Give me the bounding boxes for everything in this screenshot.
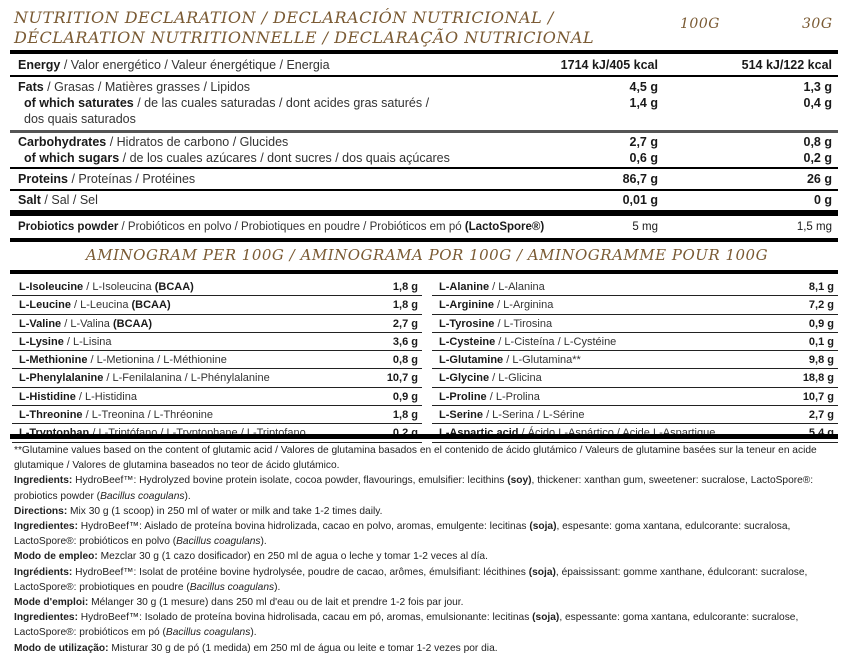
value-100g: 5 mg [632, 221, 658, 233]
amino-acid-name-en: L-Proline [439, 390, 487, 403]
value-100g: 2,7 g [629, 135, 658, 149]
divider-thick [10, 50, 838, 54]
value-100g: 1,4 g [629, 96, 658, 110]
amino-acid-value: 10,7 g [386, 372, 418, 385]
latin-name: Bacillus coagulans [176, 536, 261, 548]
amino-acid-name-translations: / L-Alanina [489, 281, 545, 293]
amino-acid-name [19, 353, 227, 367]
value-30g: 0,4 g [803, 96, 832, 110]
latin-name: Bacillus coagulans [189, 581, 275, 593]
label-bold: Proteins [18, 172, 69, 186]
label-bold: Salt [18, 193, 41, 207]
amino-acid-name-translations: / L-Serina / L-Sérine [483, 409, 585, 422]
text: Mix 30 g (1 scoop) in 250 ml of water or milk and take 1-2 times daily. [67, 505, 383, 517]
text: HydroBeef™: Isolado de proteína bovina hidrolisada, cacau em pó, aromas, emulsionante: lecitinas [77, 612, 533, 624]
ingredients-fr-label: Ingrédients: [14, 566, 73, 578]
amino-acid-name [439, 280, 545, 294]
label-translations: / Sal / Sel [40, 193, 98, 207]
value-30g: 0,2 g [803, 151, 832, 165]
divider [10, 189, 838, 191]
aminogram-row [432, 351, 838, 369]
amino-acid-tag: (BCAA) [131, 299, 171, 312]
text: HydroBeef™: Aislado de proteína bovina hidrolizada, cacao en polvo, aromas, emulgente: lecitinas [77, 521, 530, 533]
text: Mezclar 30 g (1 cazo dosificador) en 250 ml de agua o leche y tomar 1-2 veces al día. [97, 551, 488, 563]
aminogram-row [12, 388, 422, 406]
amino-acid-name [439, 298, 553, 312]
amino-acid-name [19, 317, 152, 331]
amino-acid-name-translations: / L-Prolina [486, 390, 540, 403]
allergen: (soy) [507, 475, 532, 487]
aminogram-right-column [432, 278, 838, 443]
amino-acid-name-en: L-Alanine [439, 281, 490, 293]
directions-pt-label: Modo de utilização: [14, 642, 109, 654]
aminogram-row [12, 351, 422, 369]
label-bold: Probiotics powder [18, 221, 119, 233]
directions-es [14, 549, 840, 564]
amino-acid-name-translations: / L-Arginina [494, 299, 554, 312]
aminogram-row [432, 406, 838, 424]
amino-acid-value: 18,8 g [802, 372, 834, 385]
amino-acid-name [19, 371, 270, 385]
value-30g: 26 g [806, 172, 832, 186]
label-bold: of which sugars [24, 151, 120, 165]
label-translations: / Valor energético / Valeur énergétique / Energia [60, 58, 330, 72]
value-100g: 0,6 g [629, 151, 658, 165]
divider-thick [10, 270, 838, 274]
amino-acid-value: 0,9 g [808, 317, 834, 330]
amino-acid-name-translations: / L-Lisina [63, 335, 112, 348]
value-30g: 0,8 g [803, 135, 832, 149]
amino-acid-tag: (BCAA) [112, 317, 153, 330]
amino-acid-name-en: L-Cysteine [439, 335, 496, 348]
latin-name: Bacillus coagulans [165, 627, 251, 639]
label-bold: of which saturates [24, 96, 134, 110]
text: , épaississant: gomme xanthane, édulcorant: sucralose, LactoSpore®: probiotiques en poudre ( [14, 566, 808, 593]
aminogram-title: AMINOGRAM PER 100G / AMINOGRAMA POR 100G / AMINOGRAMME POUR 100G [85, 246, 769, 264]
value-30g: 1,3 g [803, 80, 832, 94]
allergen: (soja) [529, 521, 557, 533]
title-line-1: NUTRITION DECLARATION / DECLARACIÓN NUTRICIONAL / [14, 8, 554, 27]
amino-acid-value: 0,1 g [808, 335, 834, 348]
amino-acid-name-en: L-Threonine [19, 409, 83, 422]
text: Misturar 30 g de pó (1 medida) em 250 ml de água ou leite e tomar 1-2 vezes por dia. [108, 642, 498, 654]
amino-acid-value: 0,8 g [392, 354, 418, 367]
ingredients-pt-label: Ingredientes: [14, 612, 78, 624]
amino-acid-name-en: L-Tyrosine [439, 317, 495, 330]
label-translations: / Probióticos en polvo / Probiotiques en poudre / Probióticos em pó [118, 221, 465, 233]
value-100g: 1714 kJ/405 kcal [560, 58, 658, 72]
label-translations-cont: dos quais saturados [24, 112, 136, 126]
amino-acid-name-translations: / L-Treonina / L-Thréonine [82, 409, 213, 422]
column-header-100g: 100G [680, 16, 720, 32]
amino-acid-value: 8,1 g [808, 281, 834, 293]
divider-thick [10, 238, 838, 242]
column-header-30g: 30G [802, 16, 833, 32]
amino-acid-name [19, 408, 213, 422]
amino-acid-name-translations: / L-Cisteína / L-Cystéine [495, 335, 617, 348]
divider-thick [10, 434, 838, 439]
value-100g: 0,01 g [622, 193, 658, 207]
directions-fr [14, 595, 840, 610]
amino-acid-name [439, 390, 540, 404]
ingredients-es-label: Ingredientes: [14, 521, 78, 533]
divider [10, 167, 838, 169]
aminogram-row [12, 315, 422, 333]
amino-acid-name-translations: / L-Glutamina** [503, 354, 581, 367]
amino-acid-name [439, 371, 542, 385]
value-30g: 514 kJ/122 kcal [741, 58, 832, 72]
amino-acid-value: 0,9 g [392, 390, 418, 403]
value-30g: 1,5 mg [796, 221, 832, 233]
text: ). [184, 490, 191, 502]
amino-acid-name-translations: / L-Valina [61, 317, 113, 330]
glutamine-footnote: **Glutamine values based on the content of glutamic acid / Valores de glutamina basados en el contenido de ácido glutámico / Valeurs de glutamine basées sur la teneur en acide glutamique / Valores de glutamina baseados no teor de ácido glutámico. [14, 445, 817, 472]
amino-acid-name-en: L-Valine [19, 317, 62, 330]
value-30g: 0 g [813, 193, 832, 207]
ingredients-fr [14, 565, 840, 595]
text: , thickener: xanthan gum, sweetener: sucralose, LactoSpore®: probiotics powder ( [14, 475, 814, 502]
aminogram-row [432, 315, 838, 333]
directions-pt [14, 641, 840, 656]
amino-acid-value: 9,8 g [808, 354, 834, 367]
value-100g: 86,7 g [622, 172, 658, 186]
label-translations: / Proteínas / Protéines [68, 172, 196, 186]
amino-acid-name [439, 408, 585, 422]
aminogram-row [432, 369, 838, 387]
aminogram-row [12, 296, 422, 314]
amino-acid-value: 1,8 g [392, 299, 418, 312]
aminogram-row [12, 333, 422, 351]
amino-acid-value: 1,8 g [392, 409, 418, 422]
amino-acid-name-en: L-Histidine [19, 390, 76, 403]
directions-es-label: Modo de empleo: [14, 551, 98, 563]
text: HydroBeef™: Hydrolyzed bovine protein isolate, cocoa powder, flavourings, emulsifier: lecithins [72, 475, 508, 487]
nutrition-header [10, 4, 840, 48]
label-brand: (LactoSpore®) [464, 221, 545, 233]
directions-fr-label: Mode d'emploi: [14, 597, 89, 609]
directions-en-label: Directions: [14, 505, 68, 517]
aminogram-left-column [12, 278, 422, 443]
amino-acid-name [439, 335, 616, 349]
title-line-2: DÉCLARATION NUTRITIONNELLE / DECLARAÇÃO NUTRICIONAL [14, 28, 595, 47]
amino-acid-value: 7,2 g [808, 299, 834, 312]
aminogram-row [12, 278, 422, 296]
text: , espessante: goma xantana, edulcorante: sucralose, LactoSpore®: probióticos em pó ( [14, 612, 799, 639]
amino-acid-name [439, 317, 552, 331]
divider-thick [10, 210, 838, 216]
amino-acid-name-translations: / L-Histidina [75, 390, 137, 403]
ingredients-notes [14, 443, 840, 656]
amino-acid-name [19, 298, 171, 312]
aminogram-row [432, 278, 838, 296]
ingredients-es [14, 519, 840, 549]
amino-acid-name-en: L-Phenylalanine [19, 372, 104, 385]
allergen: (soja) [528, 566, 556, 578]
amino-acid-name-translations: / L-Tirosina [494, 317, 553, 330]
amino-acid-name-en: L-Glutamine [439, 354, 504, 367]
divider [10, 75, 838, 77]
amino-acid-name-en: L-Leucine [19, 299, 71, 312]
directions-en [14, 504, 840, 519]
text: ). [250, 627, 257, 639]
amino-acid-tag: (BCAA) [154, 281, 194, 293]
label-translations: / Grasas / Matières grasses / Lipidos [43, 80, 251, 94]
amino-acid-name-en: L-Methionine [19, 354, 88, 367]
label-bold: Energy [18, 58, 61, 72]
amino-acid-name [439, 353, 581, 367]
aminogram-row [432, 388, 838, 406]
amino-acid-value: 10,7 g [802, 390, 834, 403]
divider [10, 130, 838, 133]
amino-acid-name [19, 390, 137, 404]
amino-acid-value: 1,8 g [392, 281, 418, 293]
amino-acid-name-translations: / L-Isoleucina [83, 281, 155, 293]
ingredients-en-label: Ingredients: [14, 475, 73, 487]
amino-acid-name-en: L-Glycine [439, 372, 490, 385]
text: ). [260, 536, 267, 548]
amino-acid-name [19, 335, 112, 349]
value-100g: 4,5 g [629, 80, 658, 94]
ingredients-pt [14, 610, 840, 640]
text: ). [274, 581, 281, 593]
amino-acid-name-translations: / L-Metionina / L-Méthionine [87, 354, 227, 367]
label-translations: / de los cuales azúcares / dont sucres / dos quais açúcares [119, 151, 450, 165]
text: HydroBeef™: Isolat de protéine bovine hydrolysée, poudre de cacao, arômes, émulsifiant: lécithines [72, 566, 529, 578]
aminogram-row [432, 333, 838, 351]
text: , espesante: goma xantana, edulcorante: sucralosa, LactoSpore®: probióticos en polvo ( [14, 521, 791, 548]
amino-acid-name [19, 280, 194, 294]
amino-acid-name-en: L-Isoleucine [19, 281, 84, 293]
label-bold: Carbohydrates [18, 135, 107, 149]
allergen: (soja) [532, 612, 560, 624]
aminogram-row [432, 296, 838, 314]
text: Mélanger 30 g (1 mesure) dans 250 ml d'eau ou de lait et prendre 1-2 fois par jour. [88, 597, 464, 609]
amino-acid-name-translations: / L-Fenilalanina / L-Phénylalanine [103, 372, 270, 385]
label-bold: Fats [18, 80, 44, 94]
label-translations: / Hidratos de carbono / Glucides [106, 135, 289, 149]
amino-acid-name-translations: / L-Glicina [489, 372, 542, 385]
aminogram-row [12, 406, 422, 424]
label-translations: / de las cuales saturadas / dont acides gras saturés / [133, 96, 430, 110]
amino-acid-value: 3,6 g [392, 335, 418, 348]
amino-acid-name-en: L-Serine [439, 409, 484, 422]
amino-acid-name-translations: / L-Leucina [70, 299, 132, 312]
ingredients-en [14, 473, 840, 503]
aminogram-row [12, 369, 422, 387]
amino-acid-name-en: L-Lysine [19, 335, 64, 348]
amino-acid-value: 2,7 g [392, 317, 418, 330]
amino-acid-name-en: L-Arginine [439, 299, 494, 312]
latin-name: Bacillus coagulans [100, 490, 185, 502]
amino-acid-value: 2,7 g [808, 409, 834, 422]
